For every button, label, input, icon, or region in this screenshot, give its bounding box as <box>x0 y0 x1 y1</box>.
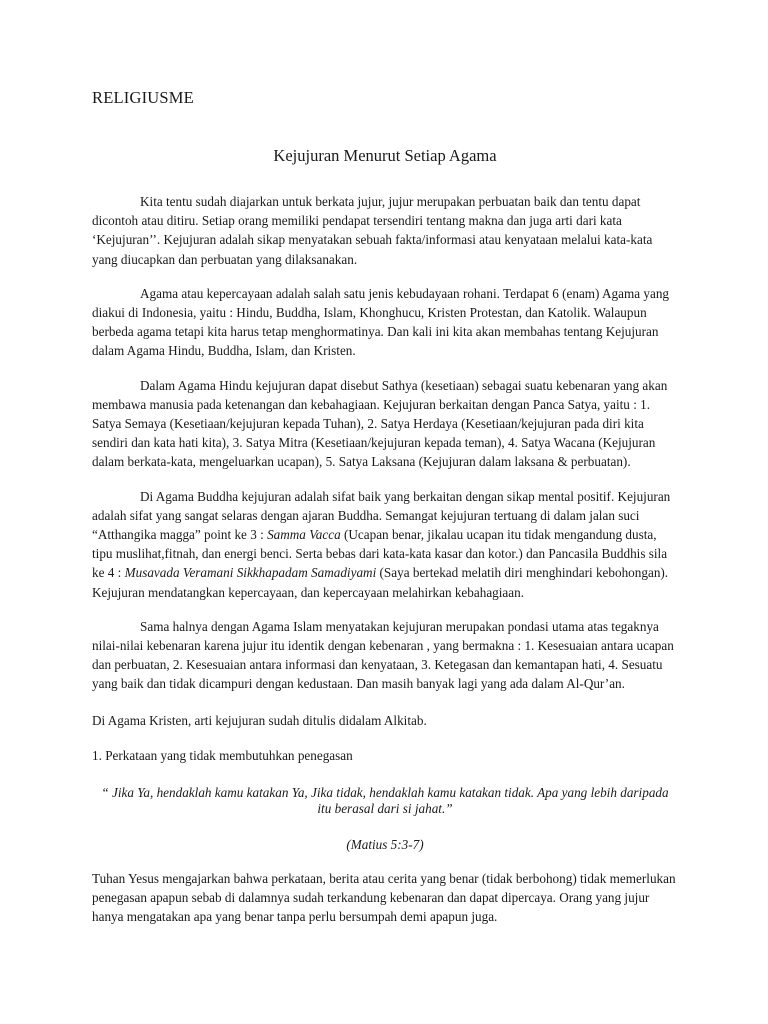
paragraph-kristen: Di Agama Kristen, arti kejujuran sudah ditulis didalam Alkitab. <box>92 712 427 728</box>
document-title: Kejujuran Menurut Setiap Agama <box>273 146 497 165</box>
bible-quote: “ Jika Ya, hendaklah kamu katakan Ya, Jika tidak, hendaklah kamu katakan tidak. Apa yang lebih daripada itu berasal dari si jahat.” <box>101 785 669 817</box>
list-item-1: 1. Perkataan yang tidak membutuhkan penegasan <box>92 747 353 763</box>
bible-citation: (Matius 5:3-7) <box>346 837 424 853</box>
section-heading: RELIGIUSME <box>92 88 194 107</box>
document-page <box>92 88 678 927</box>
paragraph-buddha-text-3: (Saya bertekad melatih diri menghindari kebohongan). Kejujuran mendatangkan kepercayaan, dan kepercayaan melahirkan kebahagiaan. <box>92 565 669 600</box>
paragraph-religions: Agama atau kepercayaan adalah salah satu jenis kebudayaan rohani. Terdapat 6 (enam) Agama yang diakui di Indonesia, yaitu : Hindu, Buddha, Islam, Khonghucu, Kristen Protestan, dan Katolik. Walaupun berbeda agama tetapi kita harus tetap menghormatinya. Dan kali ini kita akan membahas tentang Kejujuran dalam Agama Hindu, Buddha, Islam, dan Kristen. <box>92 285 670 359</box>
paragraph-buddha-text-1: Di Agama Buddha kejujuran adalah sifat baik yang berkaitan dengan sikap mental positif. Kejujuran adalah sifat yang sangat selaras dengan ajaran Buddha. Semangat kejujuran tertuang di dalam jalan suci “Atthangika magga” point ke 3 : <box>92 488 671 543</box>
paragraph-buddha-text-2: (Ucapan benar, jikalau ucapan itu tidak mengandung dusta, tipu muslihat,fitnah, dan energi benci. Serta bebas dari kata-kata kasar dan kotor.) dan Pancasila Buddhis sila ke 4 : <box>92 527 668 581</box>
paragraph-buddha <box>92 487 678 602</box>
paragraph-hindu: Dalam Agama Hindu kejujuran dapat disebut Sathya (kesetiaan) sebagai suatu kebenaran yang akan membawa manusia pada ketenangan dan kebahagiaan. Kejujuran berkaitan dengan Panca Satya, yaitu : 1. Satya Semaya (Kesetiaan/kejujuran kepada Tuhan), 2. Satya Herdaya (Kesetiaan/kejujuran pada diri kita sendiri dan kata hati kita), 3. Satya Mitra (Kesetiaan/kejujuran kepada teman), 4. Satya Wacana (Kejujuran dalam berkata-kata, mengeluarkan ucapan), 5. Satya Laksana (Kejujuran dalam laksana & perbuatan). <box>92 377 668 470</box>
paragraph-islam: Sama halnya dengan Agama Islam menyatakan kejujuran merupakan pondasi utama atas tegaknya nilai-nilai kebenaran karena jujur itu identik dengan kebenaran , yang bermakna : 1. Kesesuaian antara ucapan dan perbuatan, 2. Kesesuaian antara informasi dan kenyataan, 3. Ketegasan dan kemantapan hati, 4. Sesuatu yang baik dan tidak dicampuri dengan kedustaan. Dan masih banyak lagi yang ada dalam Al-Qur’an. <box>92 618 674 692</box>
term-musavada: Musavada Veramani Sikkhapadam Samadiyami <box>124 565 377 581</box>
term-samma-vacca: Samma Vacca <box>267 527 341 543</box>
paragraph-yesus: Tuhan Yesus mengajarkan bahwa perkataan, berita atau cerita yang benar (tidak berbohong) tidak memerlukan penegasan apapun sebab di dalamnya sudah terkandung kebenaran dan dapat dipercaya. Orang yang jujur hanya mengatakan apa yang benar tanpa perlu bersumpah demi apapun juga. <box>92 871 676 925</box>
paragraph-intro: Kita tentu sudah diajarkan untuk berkata jujur, jujur merupakan perbuatan baik dan tentu dapat dicontoh atau ditiru. Setiap orang memiliki pendapat tersendiri tentang makna dan juga arti dari kata ‘Kejujuran’’. Kejujuran adalah sikap menyatakan sebuah fakta/informasi atau kenyataan melalui kata-kata yang diucapkan dan perbuatan yang dilaksanakan. <box>92 194 653 267</box>
